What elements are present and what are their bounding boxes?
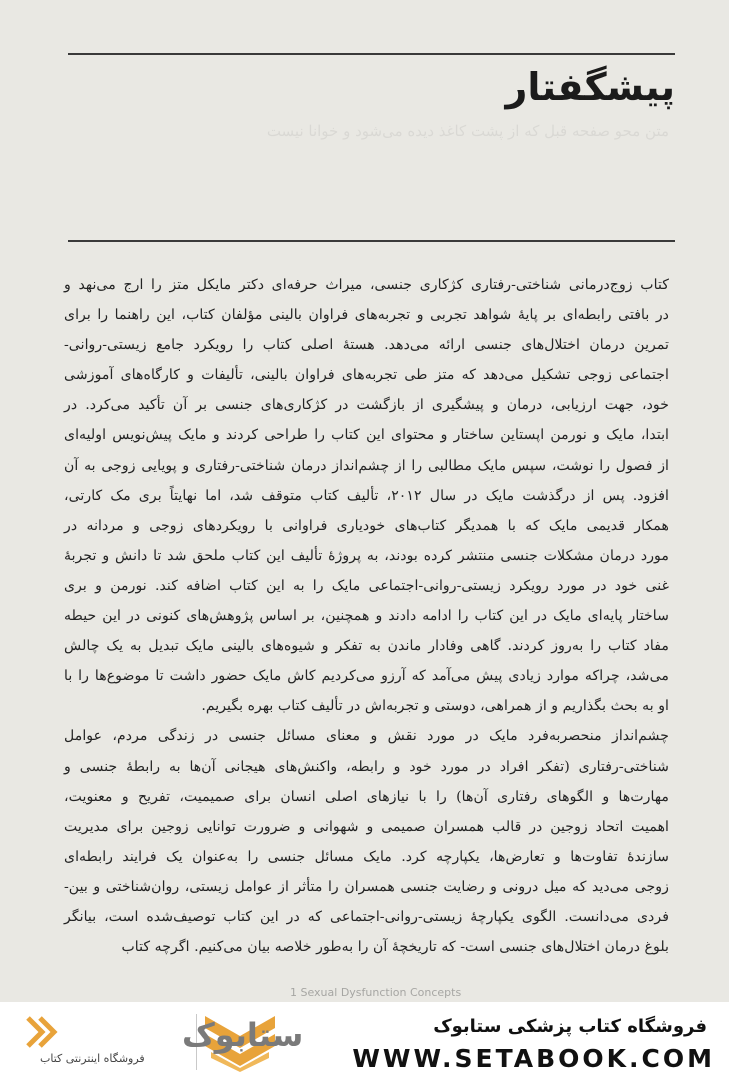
logo-tagline: فروشگاه اینترنتی کتاب [40, 1052, 145, 1065]
body-line: اجتماعی زوجی تشکیل می‌دهد که متز طی تجربه‌های فراوان بالینی، تألیفات و کارگاه‌های آموزشی [64, 367, 669, 384]
body-line: او به بحث بگذاریم و از همراهی، دوستی و تجربه‌اش در تألیف کتاب بهره بگیریم. [201, 698, 669, 715]
body-line: شناختی-رفتاری (تفکر افراد در مورد خود و رابطه، واکنش‌های هیجانی آن‌ها به رابطهٔ جنسی و [64, 758, 669, 775]
body-line: تمرین درمان اختلال‌های جنسی ارائه می‌دهد. هستهٔ اصلی کتاب را رویکرد جامع زیستی-روانی- [64, 337, 669, 354]
body-line: در بافتی رابطه‌ای بر پایهٔ شواهد تجربی و تجربه‌های فراوان بالینی مؤلفان کتاب، این راهنما را برای [64, 307, 669, 324]
body-line: فردی می‌دانست. الگوی یکپارچهٔ زیستی-روانی-اجتماعی که در این کتاب توصیف‌شده است، بیانگر [64, 908, 669, 925]
page-title: پیشگفتار [505, 65, 675, 109]
body-line: کتاب زوج‌درمانی شناختی-رفتاری کژکاری جنسی، میراث حرفه‌ای دکتر مایکل متز را ارج می‌نهد و [64, 277, 669, 293]
body-line: زوجی می‌دید که میل درونی و رضایت جنسی همسران را متأثر از عوامل زیستی، روان‌شناختی و بین- [64, 878, 669, 895]
header-rule-bottom [68, 240, 675, 242]
body-line: ساختار پایه‌ای مایک در این کتاب را ادامه دادند و همچنین، بر اساس پژوهش‌های کنونی در این حیطه [64, 608, 669, 625]
body-line: غنی خود در مورد رویکرد زیستی-روانی-اجتماعی مایک را به این کتاب اضافه کند. نورمن و بری [64, 577, 669, 594]
body-line: مهارت‌ها و الگوهای رفتاری آن‌ها) را با نیازهای اصلی انسان برای صمیمیت، تفریح و معنویت، [64, 788, 669, 805]
store-name: فروشگاه کتاب پزشکی ستابوک [433, 1016, 707, 1037]
body-line: ابتدا، مایک و نورمن اپستاین ساختار و محتوای این کتاب را طراحی کردند و مایک پیش‌نویس اولیه‌ای [64, 427, 669, 444]
bleed-footer-text: 1 Sexual Dysfunction Concepts [290, 986, 462, 999]
body-line: همکار قدیمی مایک که با همدیگر کتاب‌های خودیاری فراوانی با رویکردهای زوجی و مردانه در [64, 517, 669, 534]
body-line: افزود. پس از درگذشت مایک در سال ۲۰۱۲، تألیف کتاب متوقف شد، اما نهایتاً بری مک کارتی، [64, 487, 669, 504]
body-text [64, 270, 669, 962]
store-url[interactable]: WWW.SETABOOK.COM [352, 1044, 715, 1073]
body-line: بلوغ درمان اختلال‌های جنسی است- که تاریخچهٔ آن را به‌طور خلاصه بیان می‌کنیم. اگرچه کتاب [121, 939, 669, 956]
body-line: اهمیت اتحاد زوجین در قالب همسران صمیمی و شهوانی و ضرورت توانایی زوجین برای مدیریت [64, 818, 669, 835]
body-line: مفاد کتاب را به‌روز کردند. گاهی وفادار ماندن به تفکر و شیوه‌های بالینی مایک تبدیل به یک چالش [64, 638, 669, 655]
body-line: مورد درمان مشکلات جنسی منتشر کرده بودند، به پروژهٔ تألیف این کتاب ملحق شد تا دانش و تجربهٔ [64, 547, 669, 564]
store-banner [0, 1002, 729, 1080]
setabook-logo-icon [22, 1008, 304, 1056]
bleed-through-text: متن محو صفحه قبل که از پشت کاغذ دیده می‌شود و خوانا نیست [266, 122, 669, 140]
body-line: چشم‌انداز منحصربه‌فرد مایک در مورد نقش و معنای مسائل جنسی در زندگی مردم، عوامل [64, 728, 669, 745]
body-line: خود، جهت ارزیابی، درمان و پیشگیری از بازگشت در کژکاری‌های جنسی بر آن تأکید می‌کرد. در [64, 397, 669, 414]
header-rule-top [68, 53, 675, 55]
body-line: از فصول را نوشت، سپس مایک مطالبی را از چشم‌انداز درمان شناختی-رفتاری و پویایی زوجی به آن [64, 457, 669, 474]
body-line: سازندهٔ تفاوت‌ها و تعارض‌ها، یکپارچه کرد. مایک مسائل جنسی را به‌عنوان یک فرایند رابطه‌ای [64, 848, 669, 865]
logo-text: ستابوک [182, 1016, 304, 1054]
body-line: می‌شد، چراکه موارد زیادی پیش می‌آمد که آرزو می‌کردیم کاش مایک حضور داشت تا موضوع‌ها را با [64, 668, 669, 685]
